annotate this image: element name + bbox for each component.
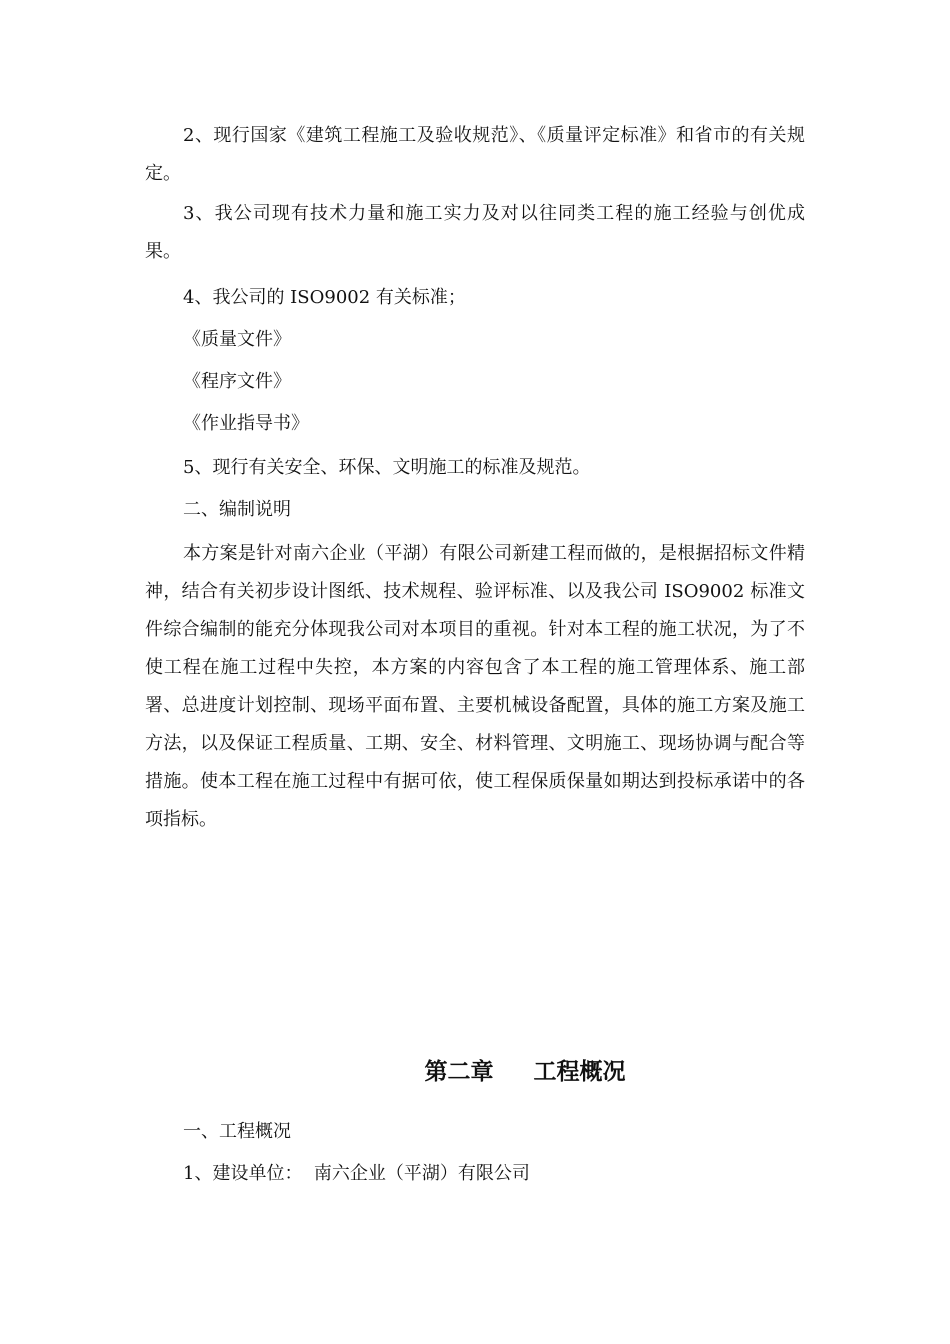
basis-item-2: 2、现行国家《建筑工程施工及验收规范》、《质量评定标准》和省市的有关规定。 bbox=[145, 125, 805, 184]
doc-quality: 《质量文件》 bbox=[183, 329, 291, 350]
basis-item-5: 5、现行有关安全、环保、文明施工的标准及规范。 bbox=[183, 457, 591, 478]
section-heading-overview: 一、工程概况 bbox=[183, 1121, 291, 1142]
section-heading-compilation: 二、编制说明 bbox=[183, 499, 291, 520]
compilation-paragraph: 本方案是针对南六企业（平湖）有限公司新建工程而做的，是根据招标文件精神，结合有关初步设计图纸、技术规程、验评标准、以及我公司 ISO9002 标准文件综合编制的能充分体现我公司对本项目的重视。针对本工程的施工状况，为了不使工程在施工过程中失控，本方案的内容包含了本工程的施工管理体系、施工部署、总进度计划控制、现场平面布置、主要机械设备配置，具体的施工方案及施工方法，以及保证工程质量、工期、安全、材料管理、文明施工、现场协调与配合等措施。使本工程在施工过程中有据可依，使工程保质保量如期达到投标承诺中的各项指标。 bbox=[145, 543, 805, 830]
chapter-name: 工程概况 bbox=[533, 1058, 626, 1085]
owner-line: 1、建设单位： 南六企业（平湖）有限公司 bbox=[183, 1163, 530, 1184]
chapter-number: 第二章 bbox=[424, 1058, 494, 1085]
doc-work-instruction: 《作业指导书》 bbox=[183, 413, 309, 434]
doc-procedure: 《程序文件》 bbox=[183, 371, 291, 392]
basis-item-4: 4、我公司的 ISO9002 有关标准； bbox=[183, 287, 466, 308]
basis-item-3: 3、我公司现有技术力量和施工实力及对以往同类工程的施工经验与创优成果。 bbox=[145, 203, 805, 262]
chapter-title bbox=[0, 1050, 950, 1094]
